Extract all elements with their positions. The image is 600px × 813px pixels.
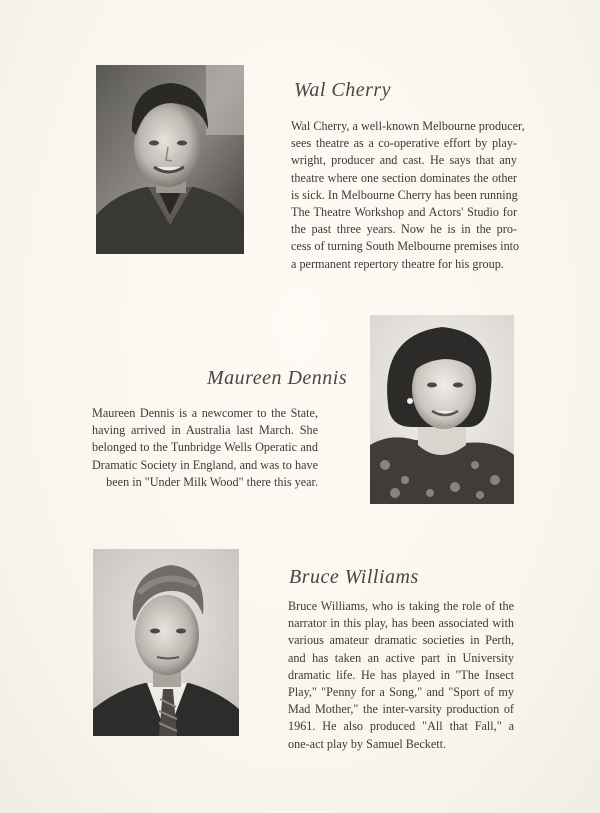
bio-line: various amateur dramatic societies in Perth, bbox=[288, 633, 514, 648]
bio-line: Play," "Penny for a Song," and "Sport of my bbox=[288, 685, 514, 700]
bio-line: the past three years. Now he is in the pro- bbox=[291, 222, 517, 237]
name-maureen-dennis: Maureen Dennis bbox=[207, 367, 348, 389]
bio-line: Bruce Williams, who is taking the role of the bbox=[288, 599, 514, 613]
bio-line: 1961. He also produced "All that Fall," a bbox=[288, 719, 514, 734]
bio-line: Wal Cherry, a well-known Melbourne producer, bbox=[291, 119, 525, 133]
bio-line: sees theatre as a co-operative effort by play- bbox=[291, 136, 517, 151]
bio-line: cess of turning South Melbourne premises into bbox=[291, 239, 520, 254]
name-wal-cherry: Wal Cherry bbox=[294, 79, 392, 101]
bio-line: theatre where one section dominates the other bbox=[291, 170, 517, 185]
bio-line: is sick. In Melbourne Cherry has been running bbox=[291, 187, 518, 202]
bio-line: narrator in this play, has been associated with bbox=[288, 616, 514, 631]
bio-line: having arrived in Australia last March. She bbox=[92, 423, 318, 438]
bio-line: and has taken an active part in University bbox=[288, 650, 514, 665]
bio-bruce-williams bbox=[288, 598, 514, 753]
bio-line: a permanent repertory theatre for his group. bbox=[291, 256, 504, 271]
bio-maureen-dennis bbox=[92, 405, 318, 491]
bio-line: Maureen Dennis is a newcomer to the State, bbox=[92, 406, 318, 420]
bio-line: The Theatre Workshop and Actors' Studio for bbox=[291, 205, 517, 220]
bio-line: dramatic life. He has played in "The Insect bbox=[288, 667, 514, 682]
name-bruce-williams: Bruce Williams bbox=[289, 566, 419, 588]
portrait-wal-cherry bbox=[96, 65, 244, 254]
bio-line: been in "Under Milk Wood" there this year. bbox=[106, 474, 318, 489]
bio-line: wright, producer and cast. He says that any bbox=[291, 153, 517, 168]
portrait-maureen-dennis bbox=[370, 315, 514, 504]
bio-line: Mad Mother," the inter-varsity production of bbox=[288, 702, 514, 717]
bio-wal-cherry bbox=[291, 118, 525, 273]
bio-line: one-act play by Samuel Beckett. bbox=[288, 736, 447, 751]
bio-line: belonged to the Tunbridge Wells Operatic and bbox=[92, 440, 318, 455]
portrait-bruce-williams bbox=[93, 549, 239, 736]
bio-line: Dramatic Society in England, and was to have bbox=[92, 457, 318, 472]
